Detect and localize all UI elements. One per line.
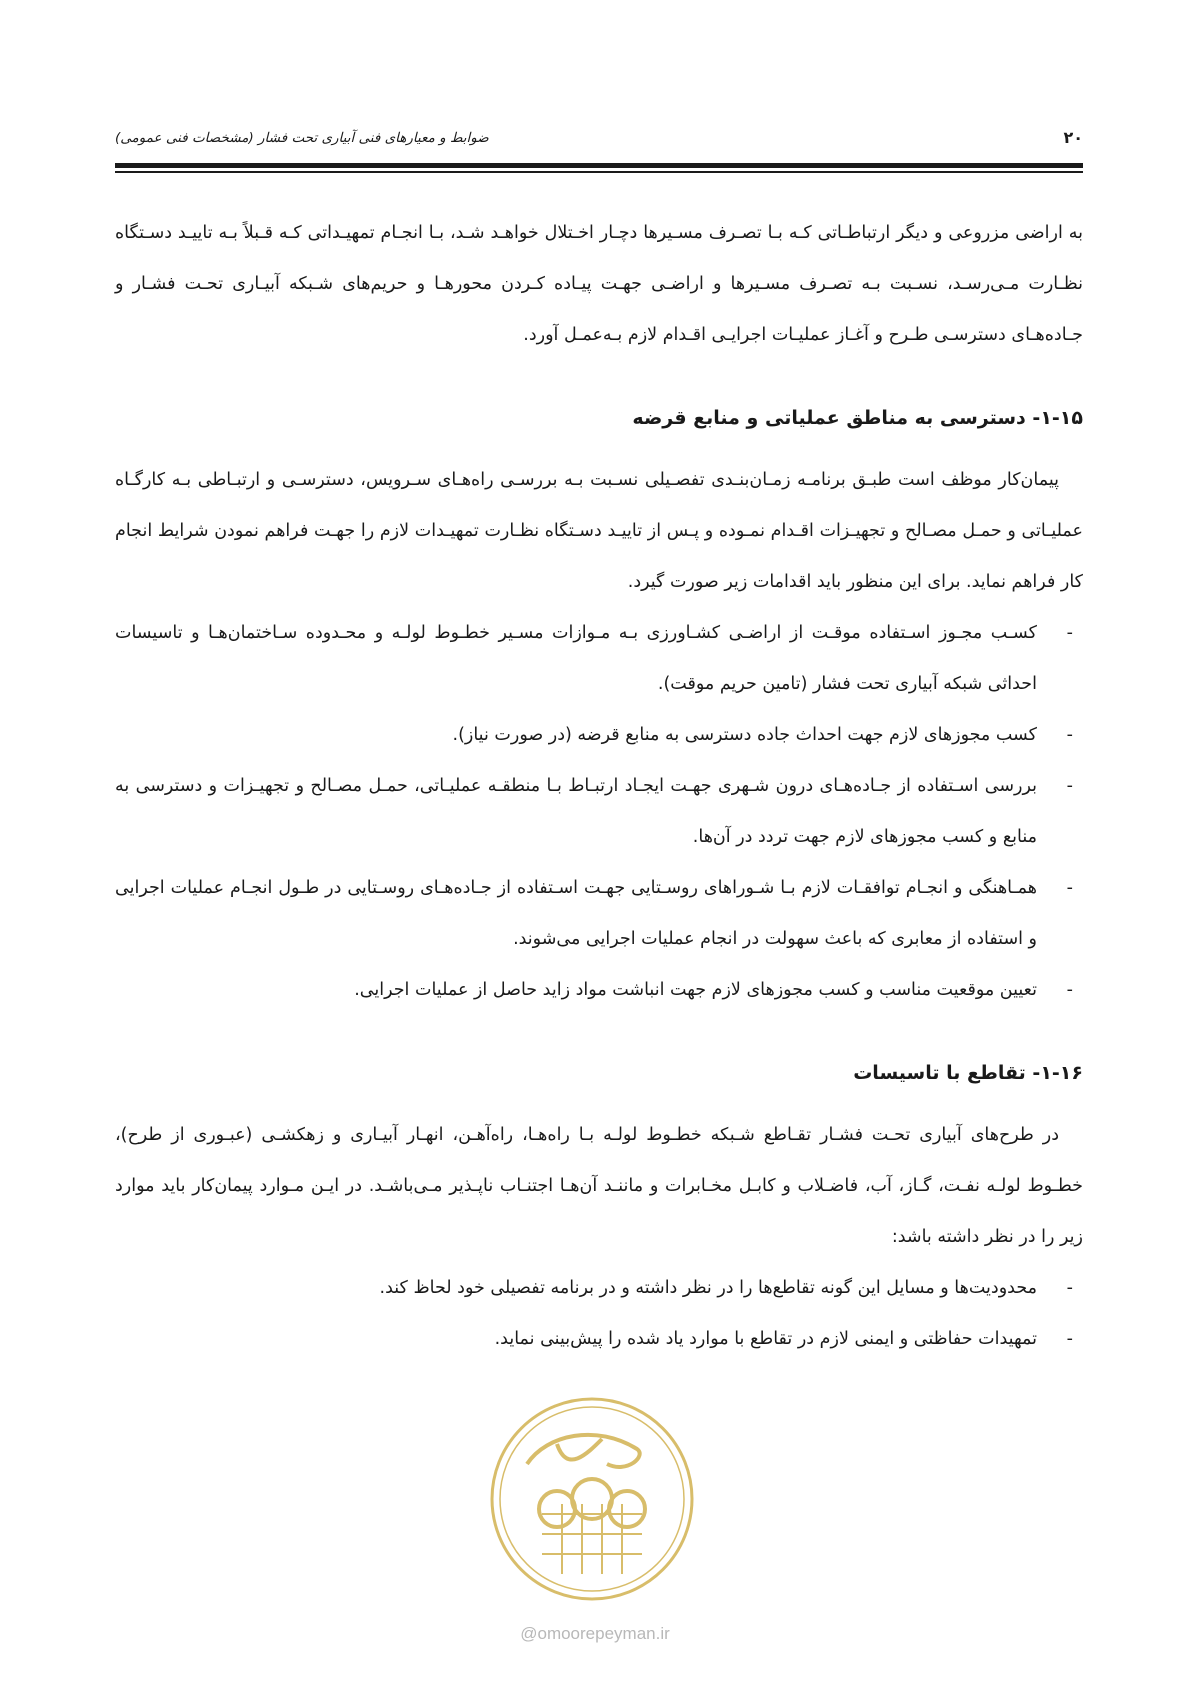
list-item: - تمهیدات حفاظتی و ایمنی لازم در تقاطع با موارد یاد شده را پیش‌بینی نماید.	[494, 1329, 1073, 1349]
list-item: - همـاهنگی و انجـام توافقـات لازم بـا شـوراهای روسـتایی جهـت اسـتفاده از جـاده‌هـای روسـتایی در طـول انجـام عملیات اجرایی و استفاده از معابری که باعث سهولت در انجام عملیات اجرایی می‌شوند.	[115, 878, 1073, 949]
list-item-text: تعیین موقعیت مناسب و کسب مجوزهای لازم جهت انباشت مواد زاید حاصل از عملیات اجرایی.	[354, 980, 1037, 1000]
section-16-bullet-list	[115, 1263, 1083, 1365]
list-item-text: بررسی اسـتفاده از جـاده‌هـای درون شـهری جهـت ایجـاد ارتبـاط بـا منطقـه عملیـاتی، حمـل مصـالح و تجهیـزات و دسترسی به منابع و کسب مجوزهای لازم جهت تردد در آن‌ها.	[115, 776, 1037, 847]
list-item: - تعیین موقعیت مناسب و کسب مجوزهای لازم جهت انباشت مواد زاید حاصل از عملیات اجرایی.	[354, 980, 1073, 1000]
watermark-url: @omoorepeyman.ir	[520, 1624, 670, 1643]
header-rule-thick	[115, 163, 1083, 168]
section-heading-15: ۱-۱۵- دسترسی به مناطق عملیاتی و منابع قرضه	[632, 407, 1083, 429]
list-item: - محدودیت‌ها و مسایل این گونه تقاطع‌ها را در نظر داشته و در برنامه تفصیلی خود لحاظ کند.	[379, 1278, 1073, 1298]
watermark-seal-icon	[487, 1394, 697, 1604]
running-title: ضوابط و معیارهای فنی آبیاری تحت فشار (مشخصات فنی عمومی)	[115, 130, 489, 146]
page-number: ۲۰	[1063, 128, 1083, 147]
section-heading-16: ۱-۱۶- تقاطع با تاسیسات	[853, 1062, 1083, 1084]
section-15-paragraph: پیمان‌کار موظف است طبـق برنامـه زمـان‌بنـدی تفصـیلی نسـبت بـه بررسـی راه‌هـای سـرویس، دسترسـی و ارتبـاطی بـه کارگـاه عملیـاتی و حمـل مصـالح و تجهیـزات اقـدام نمـوده و پـس از تاییـد دسـتگاه نظـارت تمهیـدات لازم را جهـت فراهم نمودن شرایط انجام کار فراهم نماید. برای این منظور باید اقدامات زیر صورت گیرد.	[115, 470, 1083, 592]
list-item-text: کسب مجوزهای لازم جهت احداث جاده دسترسی به منابع قرضه (در صورت نیاز).	[452, 725, 1037, 745]
list-item: - بررسی اسـتفاده از جـاده‌هـای درون شـهری جهـت ایجـاد ارتبـاط بـا منطقـه عملیـاتی، حمـل مصـالح و تجهیـزات و دسترسی به منابع و کسب مجوزهای لازم جهت تردد در آن‌ها.	[115, 776, 1073, 847]
intro-paragraph: به اراضی مزروعی و دیگر ارتباطـاتی کـه بـا تصـرف مسـیرها دچـار اخـتلال خواهـد شـد، بـا انجـام تمهیـداتی کـه قـبلاً بـه تاییـد دسـتگاه نظـارت مـی‌رسـد، نسـبت بـه تصـرف مسـیرها و اراضـی جهـت پیـاده کـردن محورهـا و حریم‌های شـبکه آبیـاری تحـت فشـار و جـاده‌هـای دسترسـی طـرح و آغـاز عملیـات اجرایـی اقـدام لازم بـه‌عمـل آورد.	[115, 223, 1083, 345]
list-item-text: تمهیدات حفاظتی و ایمنی لازم در تقاطع با موارد یاد شده را پیش‌بینی نماید.	[494, 1329, 1037, 1349]
page-body	[115, 208, 1083, 1365]
header-rule-thin	[115, 171, 1083, 173]
at-icon: @	[520, 1624, 538, 1643]
section-15-bullet-list	[115, 608, 1083, 1016]
page-header	[115, 128, 1083, 158]
list-item: - کسـب مجـوز اسـتفاده موقـت از اراضـی کشـاورزی بـه مـوازات مسـیر خطـوط لولـه و محـدوده سـاختمان‌هـا و تاسیسات احداثی شبکه آبیاری تحت فشار (تامین حریم موقت).	[115, 623, 1073, 694]
list-item-text: کسـب مجـوز اسـتفاده موقـت از اراضـی کشـاورزی بـه مـوازات مسـیر خطـوط لولـه و محـدوده سـاختمان‌هـا و تاسیسات احداثی شبکه آبیاری تحت فشار (تامین حریم موقت).	[115, 623, 1037, 694]
section-16-paragraph: در طرح‌های آبیاری تحـت فشـار تقـاطع شـبکه خطـوط لولـه بـا راه‌هـا، راه‌آهـن، انهـار آبیـاری و زهکشـی (عبـوری از طرح)، خطـوط لولـه نفـت، گـاز، آب، فاضـلاب و کابـل مخـابرات و ماننـد آن‌هـا اجتنـاب ناپـذیر مـی‌باشـد. در ایـن مـوارد پیمان‌کار باید موارد زیر را در نظر داشته باشد:	[115, 1125, 1083, 1247]
list-item-text: همـاهنگی و انجـام توافقـات لازم بـا شـوراهای روسـتایی جهـت اسـتفاده از جـاده‌هـای روسـتایی در طـول انجـام عملیات اجرایی و استفاده از معابری که باعث سهولت در انجام عملیات اجرایی می‌شوند.	[115, 878, 1037, 949]
list-item: - کسب مجوزهای لازم جهت احداث جاده دسترسی به منابع قرضه (در صورت نیاز).	[452, 725, 1073, 745]
list-item-text: محدودیت‌ها و مسایل این گونه تقاطع‌ها را در نظر داشته و در برنامه تفصیلی خود لحاظ کند.	[379, 1278, 1037, 1298]
